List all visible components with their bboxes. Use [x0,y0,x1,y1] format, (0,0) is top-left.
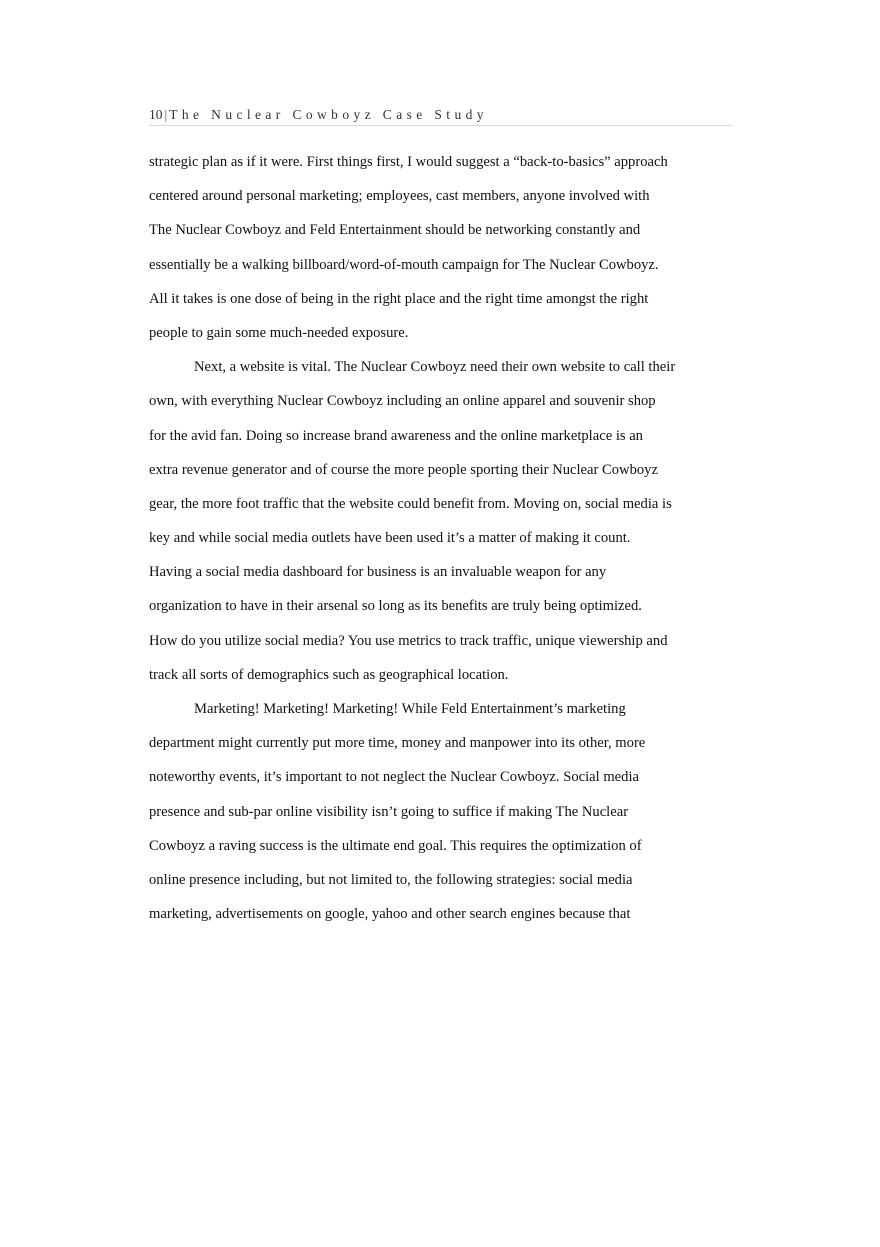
page-number: 10 [149,107,163,122]
text-line: extra revenue generator and of course the more people sporting their Nuclear Cowboyz [149,461,658,478]
text-line: Cowboyz a raving success is the ultimate end goal. This requires the optimization of [149,837,642,854]
text-line: All it takes is one dose of being in the right place and the right time amongst the right [149,290,649,307]
running-header [149,105,733,126]
text-line: essentially be a walking billboard/word-of-mouth campaign for The Nuclear Cowboyz. [149,256,659,273]
header-separator: | [164,107,168,122]
text-line: people to gain some much-needed exposure. [149,324,409,341]
text-line: noteworthy events, it’s important to not neglect the Nuclear Cowboyz. Social media [149,769,639,786]
text-line: marketing, advertisements on google, yahoo and other search engines because that [149,906,631,923]
body-text [149,145,709,931]
text-line: department might currently put more time, money and manpower into its other, more [149,735,646,752]
text-line: centered around personal marketing; employees, cast members, anyone involved with [149,188,650,205]
running-title: The Nuclear Cowboyz Case Study [169,107,488,122]
text-line: organization to have in their arsenal so long as its benefits are truly being optimized. [149,598,642,615]
text-line: for the avid fan. Doing so increase brand awareness and the online marketplace is an [149,427,643,444]
text-line: key and while social media outlets have been used it’s a matter of making it count. [149,530,631,547]
text-line: own, with everything Nuclear Cowboyz including an online apparel and souvenir shop [149,393,656,410]
text-line: Having a social media dashboard for business is an invaluable weapon for any [149,564,607,581]
text-line: gear, the more foot traffic that the website could benefit from. Moving on, social media is [149,495,672,512]
text-line: Next, a website is vital. The Nuclear Cowboyz need their own website to call their [194,359,676,376]
text-line: track all sorts of demographics such as geographical location. [149,666,509,683]
text-line: Marketing! Marketing! Marketing! While Feld Entertainment’s marketing [194,701,626,717]
text-line: The Nuclear Cowboyz and Feld Entertainment should be networking constantly and [149,222,641,239]
text-line: How do you utilize social media? You use metrics to track traffic, unique viewership and [149,632,668,649]
text-line: online presence including, but not limited to, the following strategies: social media [149,871,633,888]
text-line: strategic plan as if it were. First things first, I would suggest a “back-to-basics” approach [149,154,668,170]
text-line: presence and sub-par online visibility isn’t going to suffice if making The Nuclear [149,803,629,820]
